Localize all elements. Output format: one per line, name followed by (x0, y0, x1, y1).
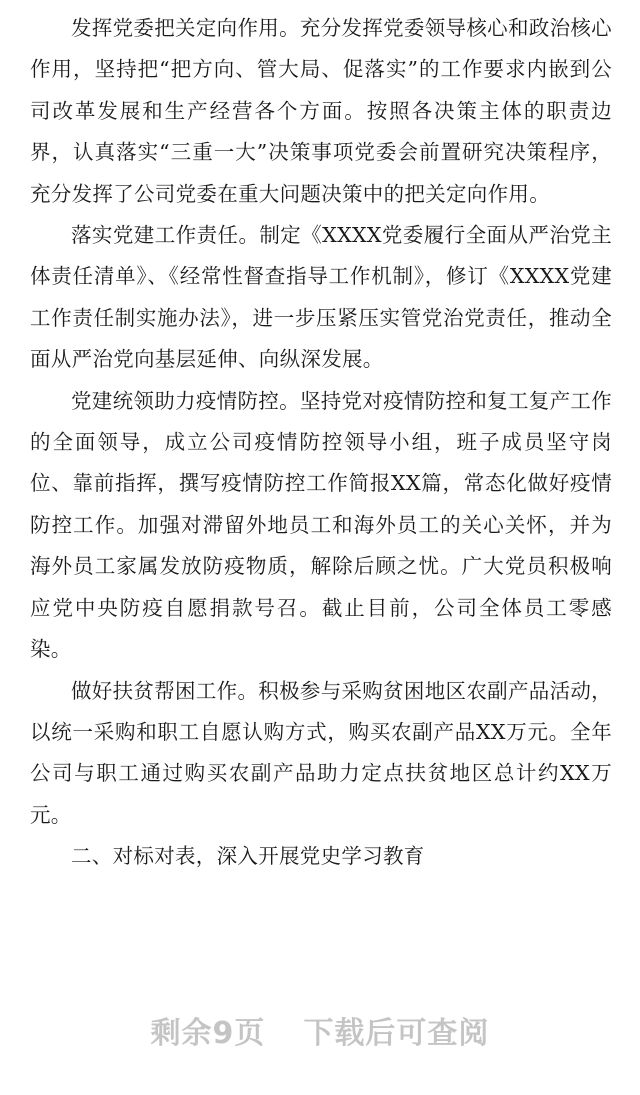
paragraph-party-guidance: 发挥党委把关定向作用。充分发挥党委领导核心和政治核心作用，坚持把“把方向、管大局、促落实”的工作要求内嵌到公司改革发展和生产经营各个方面。按照各决策主体的职责边界，认真落实“三重一大”决策事项党委会前置研究决策程序，充分发挥了公司党委在重大问题决策中的把关定向作用。 (30, 16, 612, 206)
section-heading: 二、对标对表，深入开展党史学习教育 (71, 844, 425, 869)
paragraph-epidemic-control: 党建统领助力疫情防控。坚持党对疫情防控和复工复产工作的全面领导，成立公司疫情防控领导小组，班子成员坚守岗位、靠前指挥，撰写疫情防控工作简报XX篇，常态化做好疫情防控工作。加强对滞留外地员工和海外员工的关心关怀，并为海外员工家属发放防疫物质，解除后顾之忧。广大党员积极响应党中央防疫自愿捐款号召。截止目前，公司全体员工零感染。 (30, 388, 612, 662)
paragraph-party-responsibility: 落实党建工作责任。制定《XXXX党委履行全面从严治党主体责任清单》、《经常性督查指导工作机制》，修订《XXXX党建工作责任制实施办法》，进一步压紧压实管党治党责任，推动全面从严治党向基层延伸、向纵深发展。 (30, 223, 612, 372)
remaining-pages-banner[interactable] (0, 1008, 640, 1052)
document-body (30, 8, 612, 878)
remaining-pages-text: 剩余9页 (150, 1016, 266, 1051)
download-hint-text: 下载后可查阅 (303, 1016, 490, 1051)
paragraph-poverty-relief: 做好扶贫帮困工作。积极参与采购贫困地区农副产品活动，以统一采购和职工自愿认购方式，购买农副产品XX万元。全年公司与职工通过购买农副产品助力定点扶贫地区总计约XX万元。 (30, 678, 612, 827)
